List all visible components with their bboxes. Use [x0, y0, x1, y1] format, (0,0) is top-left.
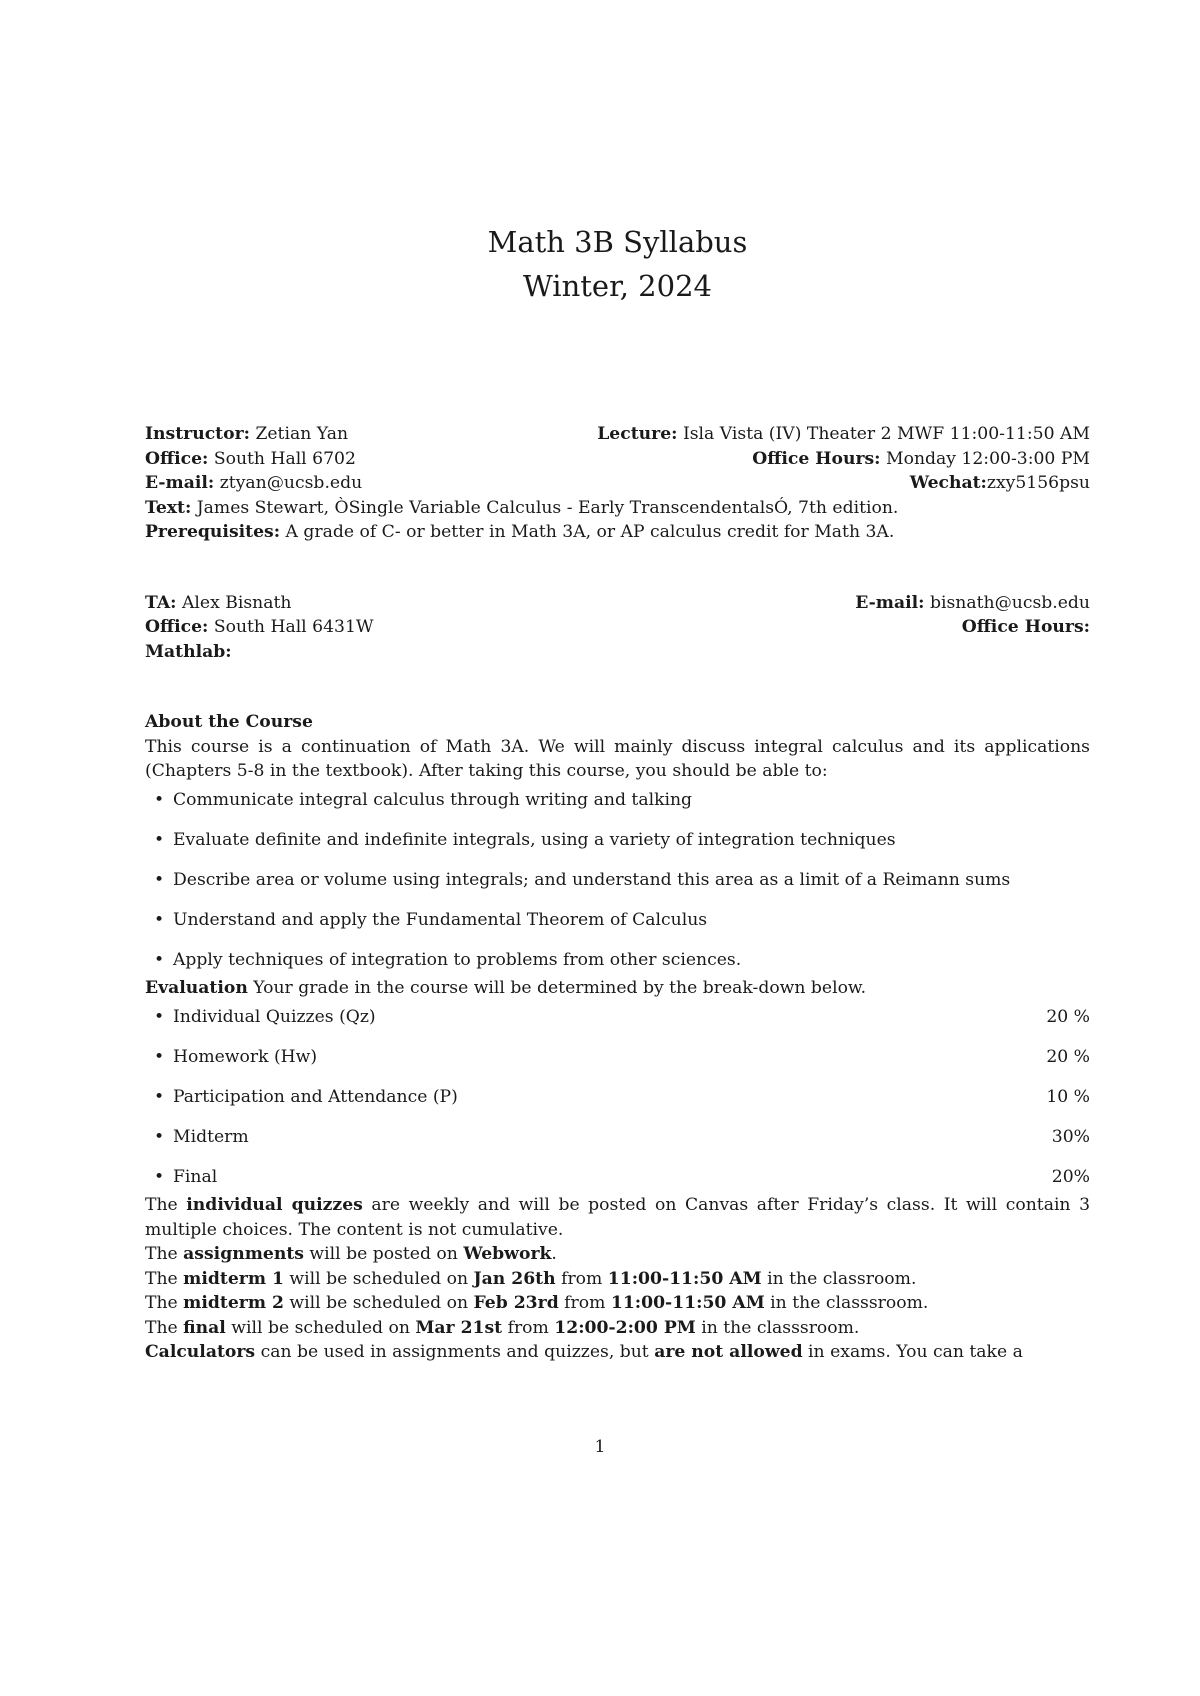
- text-run: from: [502, 1317, 555, 1338]
- ta-email-label: E-mail:: [855, 592, 925, 613]
- bullet-icon: •: [154, 949, 165, 970]
- text-run: The: [145, 1268, 184, 1289]
- text-run-bold: Jan 26th: [473, 1268, 556, 1289]
- evaluation-section: [145, 976, 1090, 1189]
- text-run: in the classroom.: [761, 1268, 917, 1289]
- goal-text: Communicate integral calculus through writing and talking: [173, 789, 693, 810]
- text-label: Text:: [145, 497, 192, 518]
- office-location: South Hall 6702: [208, 448, 356, 469]
- ta-office-row: [145, 615, 1090, 640]
- grade-item-weight: 30%: [1051, 1126, 1090, 1147]
- text-run-bold: midterm 2: [183, 1293, 284, 1313]
- mathlab-label: Mathlab:: [145, 641, 232, 662]
- grade-item-name: Participation and Attendance (P): [173, 1086, 458, 1107]
- text-run-bold: Feb 23rd: [473, 1293, 559, 1313]
- text-run-bold: are not allowed: [654, 1342, 803, 1362]
- bullet-icon: •: [154, 909, 165, 930]
- text-run: are weekly and will be posted on Canvas after Friday’s class. It will contain 3 multiple choices. The content is not cumulative.: [145, 1195, 1091, 1240]
- evaluation-intro: Your grade in the course will be determined by the break-down below.: [247, 978, 867, 998]
- list-item: [154, 1005, 1090, 1030]
- list-item: [154, 1045, 1090, 1070]
- ta-email: bisnath@ucsb.edu: [924, 592, 1090, 613]
- midterm2-policy: [145, 1291, 1090, 1316]
- text-run-bold: Calculators: [145, 1342, 256, 1362]
- office-row: [145, 447, 1090, 472]
- text-run: in exams. You can take a: [802, 1342, 1023, 1362]
- mathlab-row: [145, 640, 1090, 665]
- list-item: [154, 1085, 1090, 1110]
- bullet-icon: •: [154, 1126, 165, 1147]
- grade-breakdown-list: [145, 1005, 1090, 1190]
- text-run: from: [558, 1293, 611, 1313]
- grade-item-weight: 20%: [1051, 1166, 1090, 1187]
- text-run-bold: assignments: [183, 1244, 304, 1264]
- instructor-block: [145, 422, 1090, 545]
- text-run-bold: Mar 21st: [415, 1317, 503, 1338]
- ta-name: Alex Bisnath: [176, 592, 292, 613]
- email-row: [145, 471, 1090, 496]
- grade-item-weight: 20 %: [1046, 1046, 1090, 1067]
- text-run: The: [145, 1317, 184, 1338]
- wechat-id: zxy5156psu: [986, 473, 1090, 493]
- text-run: will be scheduled on: [283, 1293, 474, 1313]
- policies-section: [145, 1193, 1090, 1365]
- term-title: Winter, 2024: [523, 269, 712, 303]
- list-item: [154, 948, 1090, 973]
- about-heading: About the Course: [145, 712, 313, 732]
- assignment-policy: [145, 1242, 1090, 1267]
- bullet-icon: •: [154, 1006, 165, 1027]
- goal-text: Understand and apply the Fundamental Theorem of Calculus: [173, 909, 708, 930]
- text-run: from: [555, 1268, 608, 1289]
- list-item: [154, 788, 1090, 813]
- goal-text: Describe area or volume using integrals; and understand this area as a limit of a Reimann sums: [173, 869, 1011, 890]
- prerequisites: A grade of C- or better in Math 3A, or AP calculus credit for Math 3A.: [280, 522, 895, 542]
- syllabus-title: [145, 220, 1090, 308]
- grade-item-weight: 10 %: [1046, 1086, 1090, 1107]
- grade-item-weight: 20 %: [1046, 1006, 1090, 1027]
- bullet-icon: •: [154, 1086, 165, 1107]
- prereq-label: Prerequisites:: [145, 522, 281, 542]
- text-run: The: [145, 1195, 187, 1215]
- text-run-bold: individual quizzes: [186, 1195, 363, 1215]
- bullet-icon: •: [154, 869, 165, 890]
- about-intro: This course is a continuation of Math 3A. We will mainly discuss integral calculus and its applications (Chapters 5-8 in the textbook). After taking this course, you should be able to:: [145, 736, 1090, 781]
- bullet-icon: •: [154, 1166, 165, 1187]
- text-run: will be posted on: [303, 1244, 464, 1264]
- grade-item-name: Individual Quizzes (Qz): [173, 1006, 376, 1027]
- list-item: [154, 1125, 1090, 1150]
- text-row: [145, 496, 1090, 521]
- prereq-row: [145, 520, 1090, 545]
- ta-label: TA:: [145, 592, 177, 613]
- lecture-info: Isla Vista (IV) Theater 2 MWF 11:00-11:50 AM: [677, 424, 1090, 444]
- text-run: can be used in assignments and quizzes, but: [255, 1342, 655, 1362]
- instructor-email: ztyan@ucsb.edu: [214, 473, 363, 493]
- calculator-policy: [145, 1340, 1090, 1365]
- grade-item-name: Homework (Hw): [173, 1046, 318, 1067]
- ta-row: [145, 591, 1090, 616]
- office-hours: Monday 12:00-3:00 PM: [880, 448, 1090, 469]
- list-item: [154, 828, 1090, 853]
- text-run-bold: final: [183, 1317, 226, 1338]
- syllabus-body: [145, 220, 1090, 1365]
- text-run-bold: midterm 1: [183, 1268, 284, 1289]
- instructor-row: [145, 422, 1090, 447]
- goal-text: Apply techniques of integration to problems from other sciences.: [173, 949, 742, 970]
- text-run-bold: 12:00-2:00 PM: [554, 1317, 696, 1338]
- bullet-icon: •: [154, 829, 165, 850]
- text-run: The: [145, 1293, 184, 1313]
- text-run: will be scheduled on: [283, 1268, 474, 1289]
- grade-item-name: Midterm: [173, 1126, 249, 1147]
- goals-list: [145, 788, 1090, 973]
- list-item: [154, 1165, 1090, 1190]
- textbook: James Stewart, ÒSingle Variable Calculus - Early TranscendentalsÓ, 7th edition.: [191, 497, 899, 518]
- instructor-name: Zetian Yan: [249, 424, 349, 444]
- ta-hours-label: Office Hours:: [961, 617, 1090, 637]
- bullet-icon: •: [154, 789, 165, 810]
- about-section: [145, 710, 1090, 972]
- midterm1-policy: [145, 1267, 1090, 1292]
- final-policy: [145, 1316, 1090, 1341]
- course-title: Math 3B Syllabus: [487, 225, 748, 259]
- text-run: will be scheduled on: [225, 1317, 416, 1338]
- office-hours-label: Office Hours:: [752, 448, 881, 469]
- ta-block: [145, 591, 1090, 665]
- evaluation-heading: Evaluation: [145, 978, 248, 998]
- text-run: in the classsroom.: [764, 1293, 929, 1313]
- office-label: Office:: [145, 448, 209, 469]
- goal-text: Evaluate definite and indefinite integrals, using a variety of integration techniques: [173, 829, 896, 850]
- instructor-label: Instructor:: [145, 424, 250, 444]
- text-run-bold: 11:00-11:50 AM: [610, 1293, 765, 1313]
- text-run: in the classsroom.: [695, 1317, 860, 1338]
- page-number: 1: [594, 1437, 606, 1457]
- lecture-label: Lecture:: [597, 424, 678, 444]
- evaluation-intro-row: [145, 976, 1090, 1001]
- quiz-policy: [145, 1193, 1090, 1242]
- text-run: .: [551, 1244, 557, 1264]
- wechat-label: Wechat:: [909, 473, 987, 493]
- grade-item-name: Final: [173, 1166, 218, 1187]
- text-run: The: [145, 1244, 184, 1264]
- ta-office: South Hall 6431W: [208, 617, 374, 637]
- text-run-bold: 11:00-11:50 AM: [607, 1268, 762, 1289]
- email-label: E-mail:: [145, 473, 215, 493]
- text-run-bold: Webwork: [463, 1244, 552, 1264]
- ta-office-label: Office:: [145, 617, 209, 637]
- bullet-icon: •: [154, 1046, 165, 1067]
- list-item: [154, 868, 1090, 893]
- list-item: [154, 908, 1090, 933]
